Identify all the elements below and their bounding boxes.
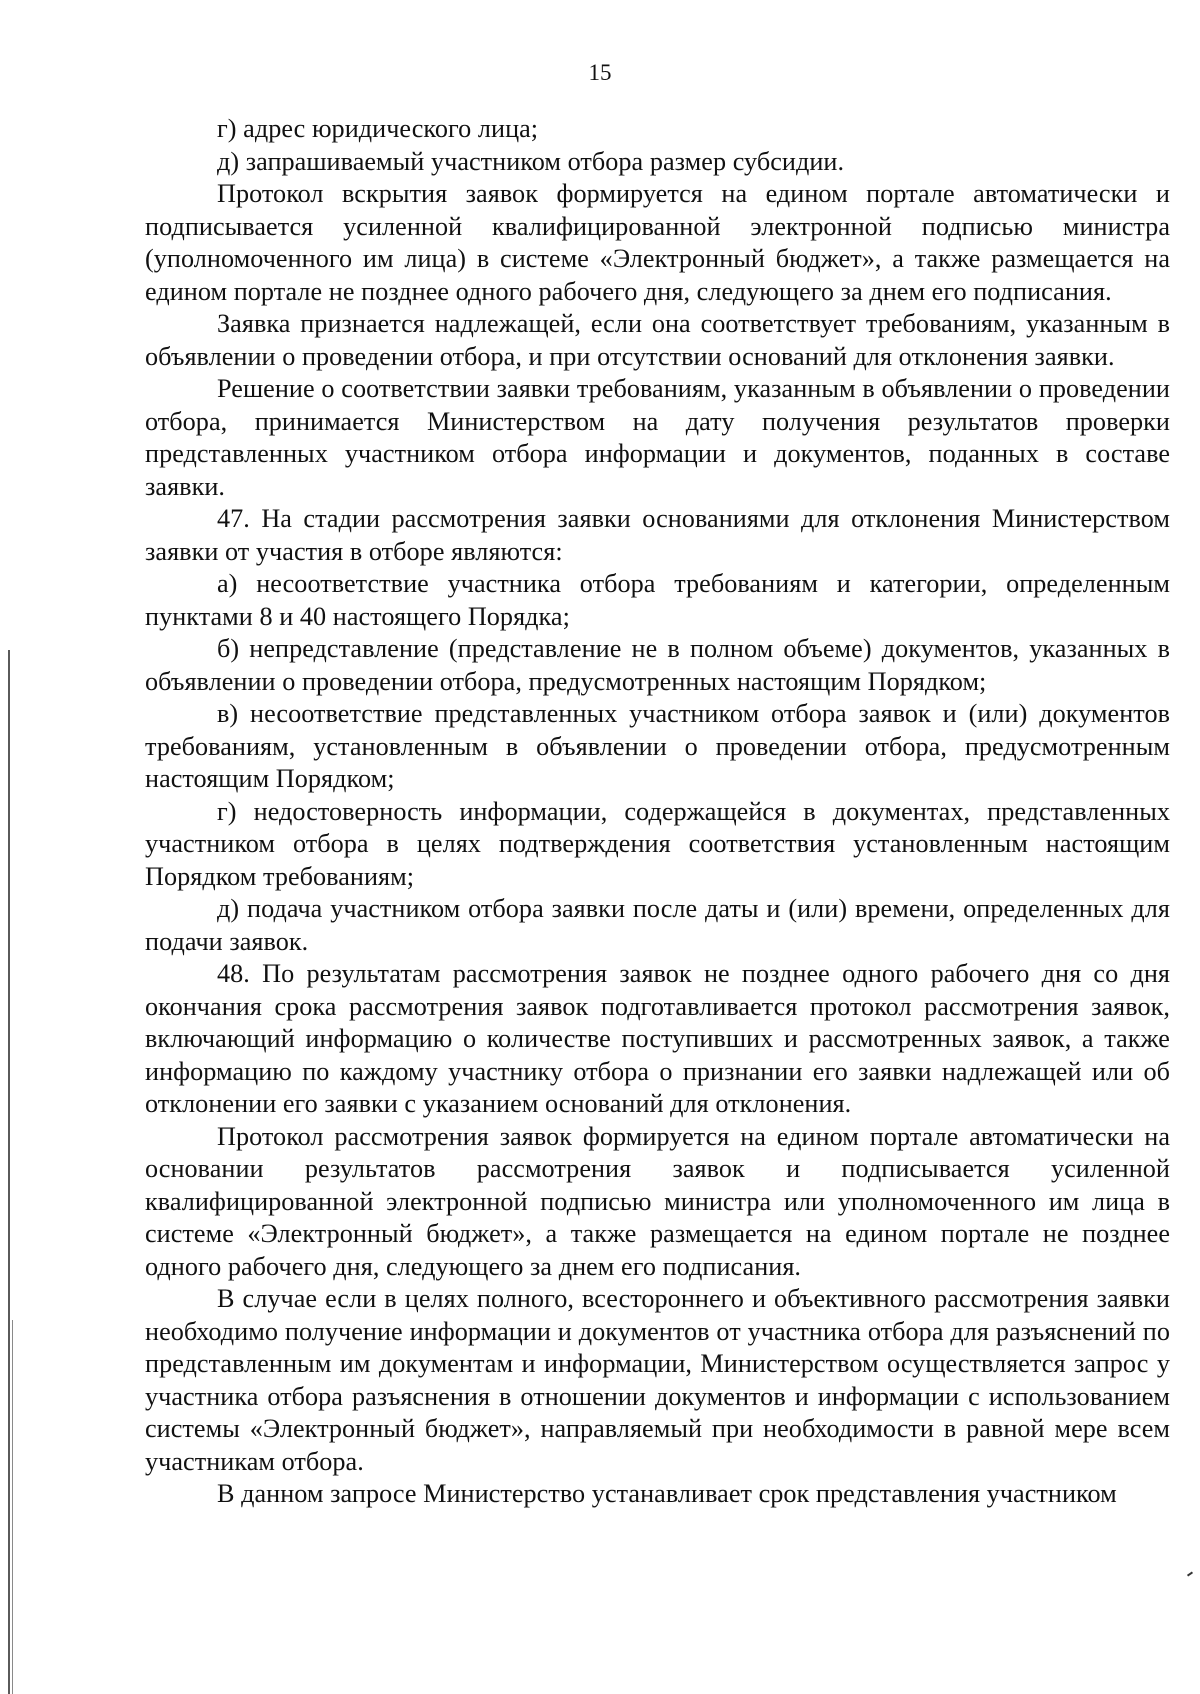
paragraph-clarification-request: В случае если в целях полного, всестороннего и объективного рассмотрения заявки необходимо получение информации и документов от участника отбора для разъяснений по представленным им документам и информации, Министерством осуществляется запрос у участника отбора разъяснения в отношении документов и информации с использованием системы «Электронный бюджет», направляемый при необходимости в равной мере всем участникам отбора.	[145, 1284, 1170, 1476]
paragraph-opening-protocol: Протокол вскрытия заявок формируется на едином портале автоматически и подписывается усиленной квалифицированной электронной подписью министра (уполномоченного им лица) в системе «Электронный бюджет», а также размещается на едином портале не позднее одного рабочего дня, следующего за днем его подписания.	[145, 179, 1170, 306]
paragraph-proper-application: Заявка признается надлежащей, если она соответствует требованиям, указанным в объявлении о проведении отбора, и при отсутствии оснований для отклонения заявки.	[145, 309, 1170, 371]
paragraph-review-protocol-signing: Протокол рассмотрения заявок формируется на едином портале автоматически на основании результатов рассмотрения заявок и подписывается усиленной квалифицированной электронной подписью министра или уполномоченного им лица в системе «Электронный бюджет», а также размещается на едином портале не позднее одного рабочего дня, следующего за днем его подписания.	[145, 1121, 1170, 1281]
paragraph-47-g: г) недостоверность информации, содержащейся в документах, представленных участником отбора в целях подтверждения соответствия установленным настоящим Порядком требованиям;	[145, 796, 1170, 891]
scan-speck	[1187, 1571, 1193, 1576]
paragraph-47-a: а) несоответствие участника отбора требованиям и категории, определенным пунктами 8 и 40 настоящего Порядка;	[145, 569, 1170, 631]
scan-edge-line	[8, 650, 10, 1694]
scan-edge-line-faint	[12, 1320, 13, 1694]
paragraph-request-deadline: В данном запросе Министерство устанавливает срок представления участником	[217, 1479, 1117, 1508]
paragraph-47-rejection-grounds: 47. На стадии рассмотрения заявки основаниями для отклонения Министерством заявки от участия в отборе являются:	[145, 504, 1170, 566]
document-body	[145, 113, 1170, 1511]
page-number: 15	[588, 60, 612, 85]
paragraph-47-v: в) несоответствие представленных участником отбора заявок и (или) документов требованиям, установленным в объявлении о проведении отбора, предусмотренным настоящим Порядком;	[145, 699, 1170, 793]
paragraph-compliance-decision: Решение о соответствии заявки требованиям, указанным в объявлении о проведении отбора, принимается Министерством на дату получения результатов проверки представленных участником отбора информации и документов, поданных в составе заявки.	[145, 374, 1170, 501]
paragraph-subsidy-amount: д) запрашиваемый участником отбора размер субсидии.	[217, 146, 845, 176]
paragraph-47-d: д) подача участником отбора заявки после даты и (или) времени, определенных для подачи заявок.	[145, 894, 1170, 956]
paragraph-address: г) адрес юридического лица;	[217, 114, 539, 143]
paragraph-48-review-protocol: 48. По результатам рассмотрения заявок не позднее одного рабочего дня со дня окончания срока рассмотрения заявок подготавливается протокол рассмотрения заявок, включающий информацию о количестве поступивших и рассмотренных заявок, а также информацию по каждому участнику отбора о признании его заявки надлежащей или об отклонении его заявки с указанием оснований для отклонения.	[145, 959, 1170, 1118]
paragraph-47-b: б) непредставление (представление не в полном объеме) документов, указанных в объявлении о проведении отбора, предусмотренных настоящим Порядком;	[145, 634, 1170, 696]
